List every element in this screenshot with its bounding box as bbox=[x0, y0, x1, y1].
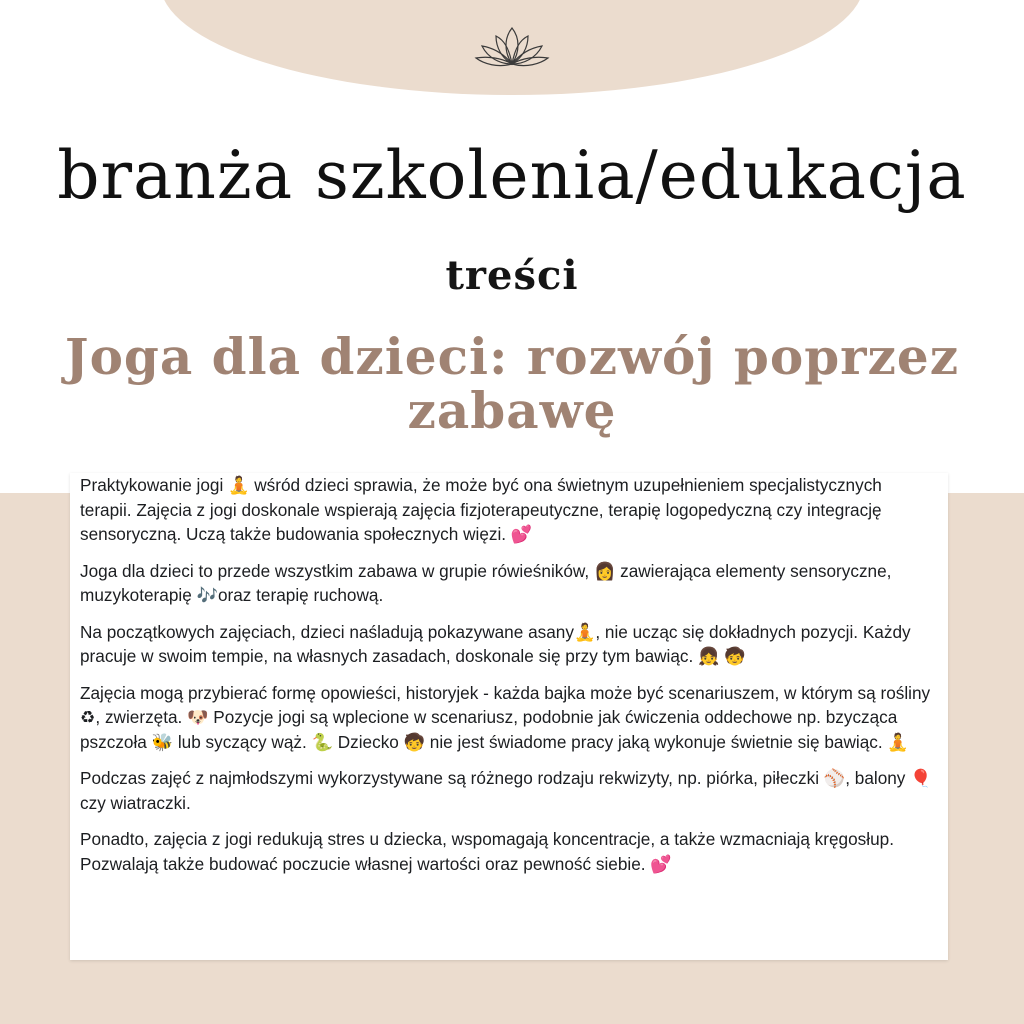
post-subtitle bbox=[40, 327, 984, 440]
post-text-card bbox=[70, 473, 948, 960]
lotus-icon bbox=[472, 24, 552, 72]
paragraph-3: Na początkowych zajęciach, dzieci naśladują pokazywane asany🧘, nie ucząc się dokładnych pozycji. Każdy pracuje w swoim tempie, na własnych zasadach, doskonale się przy tym bawiąc. 👧 🧒 bbox=[80, 621, 911, 666]
paragraph-2: Joga dla dzieci to przede wszystkim zabawa w grupie rówieśników, 👩 zawierająca elementy sensoryczne, muzykoterapię 🎶oraz terapię ruchową. bbox=[80, 560, 892, 605]
paragraph-1: Praktykowanie jogi 🧘 wśród dzieci sprawia, że może być ona świetnym uzupełnieniem specjalistycznych terapii. Zajęcia z jogi doskonale wspierają zajęcia fizjoterapeutyczne, terapię logopedyczną czy integrację sensoryczną. Uczą także budowania społecznych więzi. 💕 bbox=[80, 475, 882, 544]
subtitle-line-2: zabawę bbox=[407, 381, 617, 440]
paragraph-5: Podczas zajęć z najmłodszymi wykorzystywane są różnego rodzaju rekwizyty, np. piórka, piłeczki ⚾, balony 🎈 czy wiatraczki. bbox=[80, 768, 932, 813]
subtitle-line-1: Joga dla dzieci: rozwój poprzez bbox=[64, 327, 960, 386]
page-title: branża szkolenia/edukacja bbox=[57, 137, 967, 214]
section-label: treści bbox=[445, 252, 579, 299]
paragraph-4: Zajęcia mogą przybierać formę opowieści, historyjek - każda bajka może być scenariuszem, w którym są rośliny ♻, zwierzęta. 🐶 Pozycje jogi są wplecione w scenariusz, podobnie jak ćwiczenia oddechowe np. bzycząca pszczoła 🐝 lub syczący wąż. 🐍 Dziecko 🧒 nie jest świadome pracy jaką wykonuje świetnie się bawiąc. 🧘 bbox=[80, 682, 931, 752]
paragraph-6: Ponadto, zajęcia z jogi redukują stres u dziecka, wspomagają koncentracje, a także wzmacniają kręgosłup. Pozwalają także budować poczucie własnej wartości oraz pewność siebie. 💕 bbox=[80, 829, 894, 874]
